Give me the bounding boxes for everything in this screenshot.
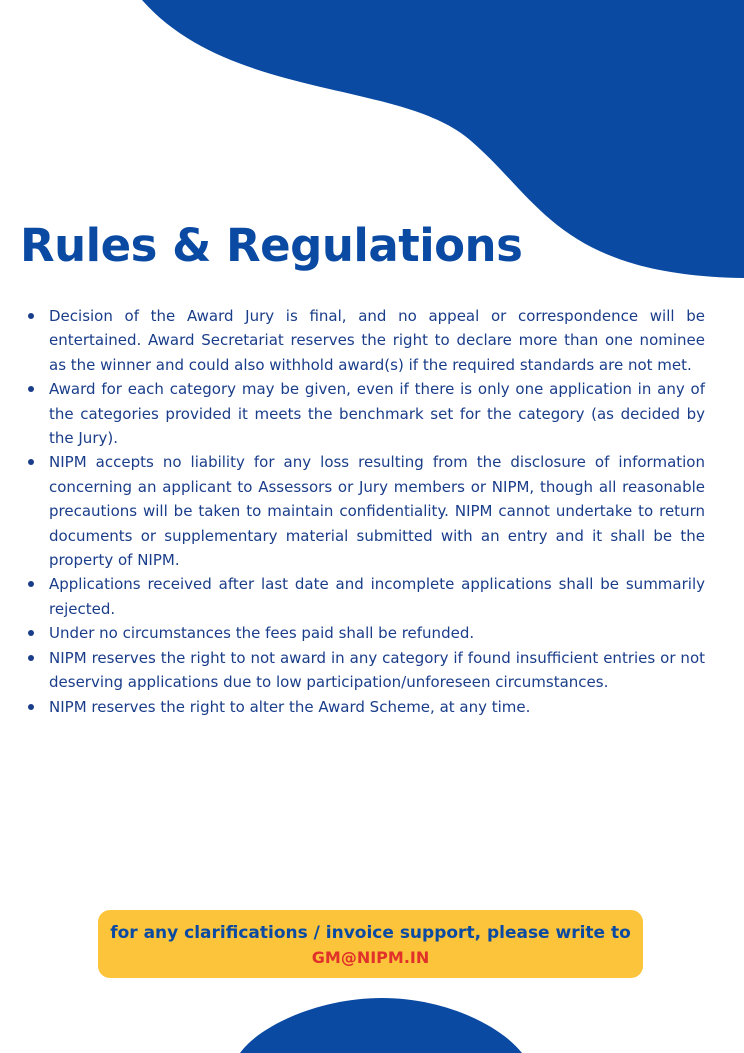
rule-item: [49, 572, 705, 621]
rule-item: [49, 450, 705, 572]
contact-callout: [98, 910, 643, 978]
rule-item: [49, 377, 705, 450]
rules-list: [49, 304, 705, 719]
rule-text: Award for each category may be given, even if there is only one application in any of the categories provided it meets the benchmark set for the category (as decided by the Jury).: [49, 380, 705, 448]
rule-item: [49, 304, 705, 377]
rule-item: [49, 621, 705, 645]
rule-text: Applications received after last date and incomplete applications shall be summarily rejected.: [49, 575, 705, 618]
contact-text: for any clarifications / invoice support, please write to: [110, 923, 631, 943]
rule-text: NIPM reserves the right to alter the Award Scheme, at any time.: [49, 697, 531, 716]
rule-text: Decision of the Award Jury is final, and no appeal or correspondence will be entertained. Award Secretariat reserves the right to declare more than one nominee as the winner and could also withhold award(s) if the required standards are not met.: [49, 307, 705, 374]
rule-item: [49, 646, 705, 695]
rule-item: [49, 695, 705, 719]
bullet-icon: [28, 313, 34, 319]
bullet-icon: [28, 655, 34, 661]
rule-text: NIPM accepts no liability for any loss resulting from the disclosure of information concerning an applicant to Assessors or Jury members or NIPM, though all reasonable precautions will be taken to maintain confidentiality. NIPM cannot undertake to return documents or supplementary material submitted with an entry and it shall be the property of NIPM.: [49, 453, 705, 570]
rule-text: Under no circumstances the fees paid shall be refunded.: [49, 624, 475, 643]
page-title: Rules & Regulations: [20, 219, 523, 272]
contact-email-link[interactable]: GM@NIPM.IN: [311, 948, 430, 967]
bullet-icon: [28, 704, 34, 710]
bottom-blue-semicircle: [240, 998, 522, 1053]
rule-text: NIPM reserves the right to not award in any category if found insufficient entries or not deserving applications due to low participation/unforeseen circumstances.: [49, 648, 705, 692]
